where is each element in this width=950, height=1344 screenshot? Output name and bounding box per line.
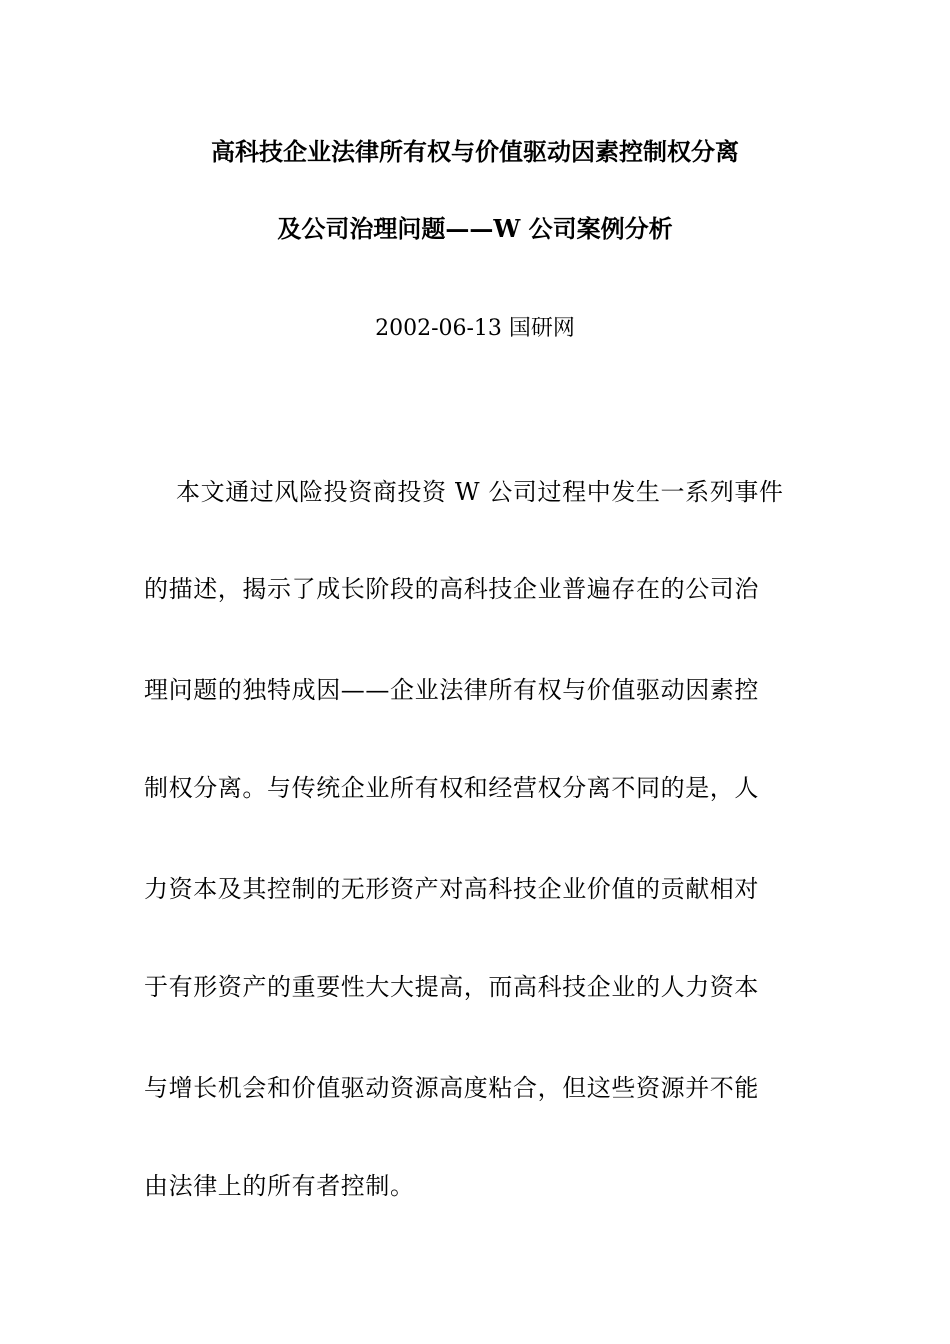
paragraph-line: 力资本及其控制的无形资产对高科技企业价值的贡献相对 bbox=[144, 875, 759, 903]
document-title-line-2: 及公司治理问题——W 公司案例分析 bbox=[277, 214, 673, 243]
paragraph-line: 制权分离。与传统企业所有权和经营权分离不同的是，人 bbox=[144, 774, 759, 802]
publication-dateline: 2002-06-13 国研网 bbox=[375, 316, 575, 341]
document-title-line-1: 高科技企业法律所有权与价值驱动因素控制权分离 bbox=[211, 137, 739, 166]
paragraph-line: 的描述，揭示了成长阶段的高科技企业普遍存在的公司治 bbox=[144, 575, 759, 603]
paragraph-line: 与增长机会和价值驱动资源高度粘合，但这些资源并不能 bbox=[144, 1074, 759, 1102]
paragraph-line: 理问题的独特成因——企业法律所有权与价值驱动因素控 bbox=[144, 676, 759, 704]
paragraph-line: 由法律上的所有者控制。 bbox=[144, 1172, 415, 1200]
paragraph-line: 本文通过风险投资商投资 W 公司过程中发生一系列事件 bbox=[176, 478, 784, 506]
paragraph-line: 于有形资产的重要性大大提高，而高科技企业的人力资本 bbox=[144, 973, 759, 1001]
